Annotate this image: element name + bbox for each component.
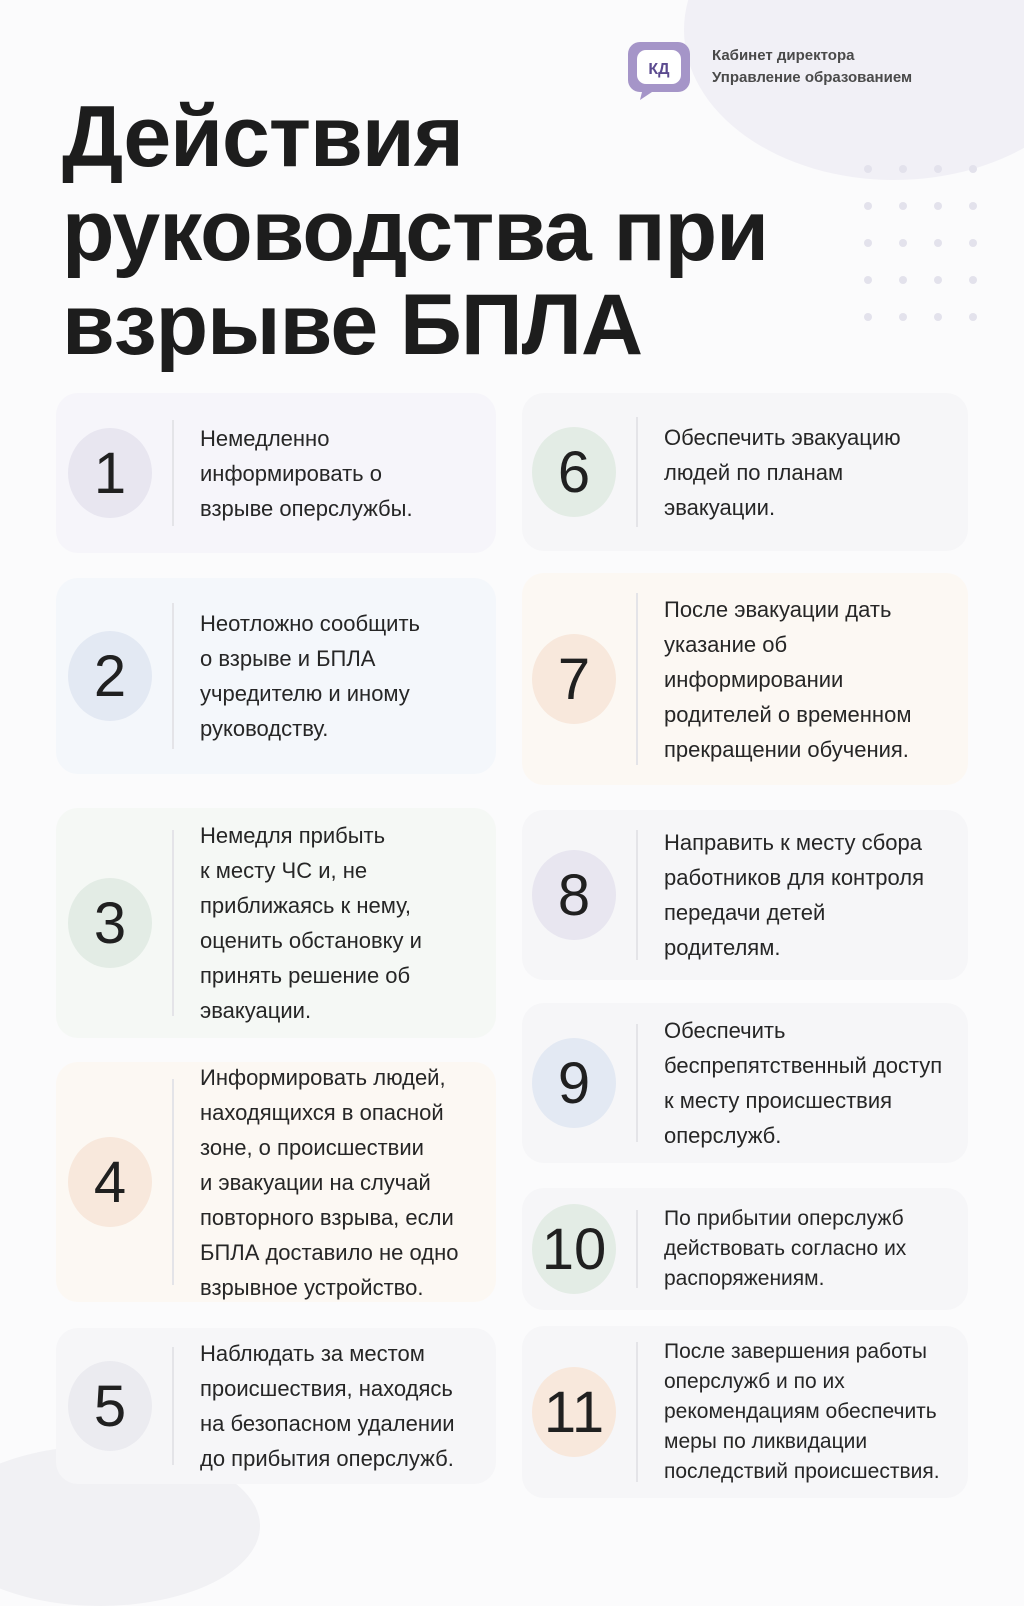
step-number-badge: 10: [532, 1204, 616, 1294]
step-divider: [172, 603, 174, 749]
step-number-badge: 5: [68, 1361, 152, 1451]
step-text-line: родителей о временном: [664, 701, 912, 727]
step-number-badge: 11: [532, 1367, 616, 1457]
step-card-8: [522, 810, 968, 980]
step-divider: [172, 420, 174, 526]
step-text: [200, 421, 413, 526]
step-card-5: [56, 1328, 496, 1484]
step-number-badge: 7: [532, 634, 616, 724]
step-card-4: [56, 1062, 496, 1302]
step-card-3: [56, 808, 496, 1038]
step-text: [200, 1336, 455, 1476]
step-divider: [636, 417, 638, 527]
step-text-line: меры по ликвидации: [664, 1430, 868, 1453]
decor-dot: [934, 276, 942, 284]
step-text-line: последствий происшествия.: [664, 1460, 940, 1483]
step-text-line: По прибытии оперслужб: [664, 1207, 904, 1230]
step-text-line: Направить к месту сбора: [664, 830, 922, 855]
step-text-line: о взрыве и БПЛА: [200, 646, 376, 671]
step-text-line: Обеспечить эвакуацию: [664, 424, 901, 450]
step-text-line: указание об: [664, 631, 788, 657]
logo-caption: [712, 45, 912, 89]
step-text-line: эвакуации.: [664, 494, 776, 520]
step-text-line: людей по планам: [664, 459, 844, 485]
step-card-7: [522, 573, 968, 785]
title-line-1: Действия: [62, 89, 463, 185]
step-text-line: Информировать людей,: [200, 1064, 446, 1090]
logo-initials: КД: [648, 61, 670, 78]
step-divider: [636, 1342, 638, 1482]
step-text-line: принять решение об: [200, 963, 411, 988]
step-text-line: прекращении обучения.: [664, 736, 909, 762]
step-divider: [172, 1347, 174, 1465]
step-text-line: родителям.: [664, 935, 781, 960]
step-text-line: учредителю и иному: [200, 681, 410, 706]
decor-dot: [934, 165, 942, 173]
step-text-line: взрыве оперслужбы.: [200, 495, 413, 521]
step-text: [664, 420, 901, 525]
decor-dot: [864, 276, 872, 284]
decor-dot: [899, 313, 907, 321]
decor-dot: [969, 202, 977, 210]
step-text-line: находящихся в опасной: [200, 1099, 444, 1125]
title-line-3: взрыве БПЛА: [62, 277, 643, 373]
step-divider: [636, 830, 638, 960]
step-text-line: зоне, о происшествии: [200, 1134, 424, 1160]
step-number-badge: 8: [532, 850, 616, 940]
step-text: [664, 1337, 940, 1487]
step-card-6: [522, 393, 968, 551]
brand-logo: [626, 36, 912, 98]
step-text-line: информировать о: [200, 460, 382, 486]
step-text-line: до прибытия оперслужб.: [200, 1446, 454, 1471]
step-card-9: [522, 1003, 968, 1163]
step-text: [664, 825, 924, 965]
step-text-line: рекомендациям обеспечить: [664, 1400, 937, 1423]
decor-dot: [934, 239, 942, 247]
step-text-line: информировании: [664, 666, 844, 692]
step-text-line: распоряжениям.: [664, 1267, 825, 1290]
decor-dot: [899, 165, 907, 173]
step-text-line: к месту ЧС и, не: [200, 858, 368, 883]
decor-dot: [969, 276, 977, 284]
step-text-line: БПЛА доставило не одно: [200, 1239, 459, 1265]
logo-line-1: Кабинет директора: [712, 47, 855, 64]
step-text-line: оценить обстановку и: [200, 928, 422, 953]
step-text: [200, 818, 422, 1028]
decor-dot: [864, 313, 872, 321]
decor-dot: [934, 202, 942, 210]
step-number-badge: 4: [68, 1137, 152, 1227]
decor-dot: [899, 202, 907, 210]
step-text-line: Немедля прибыть: [200, 823, 386, 848]
step-text-line: беспрепятственный доступ: [664, 1053, 943, 1078]
decor-dot: [864, 239, 872, 247]
step-divider: [172, 830, 174, 1016]
decor-dot: [864, 165, 872, 173]
decor-dot: [969, 313, 977, 321]
step-number-badge: 1: [68, 428, 152, 518]
step-text-line: Немедленно: [200, 425, 330, 451]
step-text: [664, 592, 911, 767]
step-text-line: действовать согласно их: [664, 1237, 907, 1260]
step-text: [200, 1060, 459, 1305]
decor-dot: [969, 239, 977, 247]
step-text-line: оперслужб.: [664, 1123, 782, 1148]
decor-dot: [864, 202, 872, 210]
step-text-line: Обеспечить: [664, 1018, 786, 1043]
logo-line-2: Управление образованием: [712, 69, 913, 86]
step-number-badge: 9: [532, 1038, 616, 1128]
speech-bubble-icon: [626, 36, 692, 98]
step-text-line: и эвакуации на случай: [200, 1169, 431, 1195]
step-text-line: работников для контроля: [664, 865, 925, 890]
decor-dot-grid: [864, 165, 979, 321]
step-number-badge: 3: [68, 878, 152, 968]
step-text: [200, 606, 420, 746]
step-card-1: [56, 393, 496, 553]
step-text-line: руководству.: [200, 716, 329, 741]
step-text-line: передачи детей: [664, 900, 826, 925]
step-text-line: эвакуации.: [200, 998, 312, 1023]
step-text-line: приближаясь к нему,: [200, 893, 412, 918]
decor-dot: [899, 239, 907, 247]
step-text-line: происшествия, находясь: [200, 1376, 453, 1401]
step-divider: [636, 593, 638, 765]
step-text-line: повторного взрыва, если: [200, 1204, 454, 1230]
title-line-2: руководства при: [62, 183, 769, 279]
step-number-badge: 2: [68, 631, 152, 721]
decor-dot: [934, 313, 942, 321]
step-text-line: к месту происшествия: [664, 1088, 893, 1113]
step-text-line: на безопасном удалении: [200, 1411, 455, 1436]
decor-dot: [969, 165, 977, 173]
step-text-line: Неотложно сообщить: [200, 611, 420, 636]
step-card-11: [522, 1326, 968, 1498]
step-divider: [636, 1210, 638, 1288]
step-text-line: После эвакуации дать: [664, 596, 892, 622]
decor-dot: [899, 276, 907, 284]
step-text: [664, 1204, 906, 1294]
step-card-10: [522, 1188, 968, 1310]
step-divider: [172, 1079, 174, 1285]
step-text-line: После завершения работы: [664, 1340, 928, 1363]
step-text: [664, 1013, 942, 1153]
step-text-line: Наблюдать за местом: [200, 1341, 425, 1366]
page-title: [62, 90, 822, 372]
step-text-line: оперслужб и по их: [664, 1370, 845, 1393]
step-text-line: взрывное устройство.: [200, 1274, 424, 1300]
step-number-badge: 6: [532, 427, 616, 517]
step-divider: [636, 1024, 638, 1142]
step-card-2: [56, 578, 496, 774]
